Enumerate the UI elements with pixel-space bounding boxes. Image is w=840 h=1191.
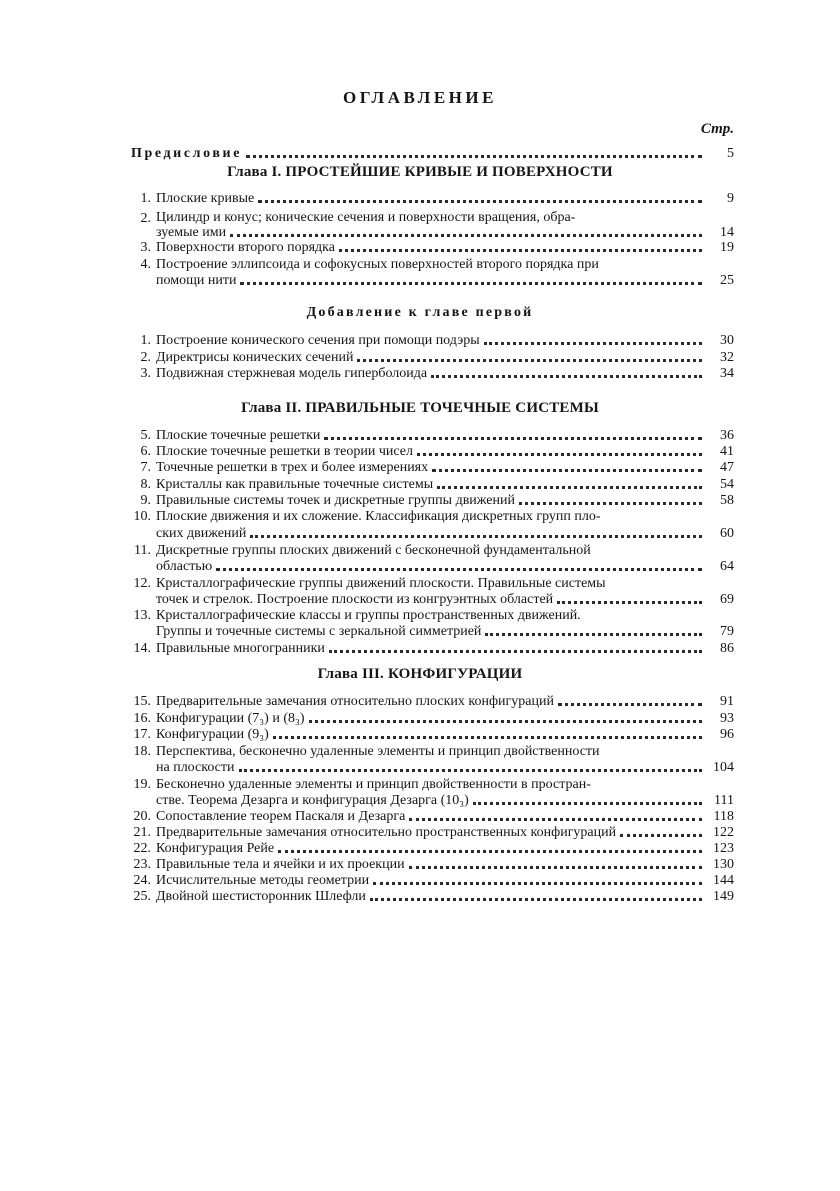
leader-dots (258, 200, 702, 203)
page-number: 19 (720, 240, 734, 255)
entry-number: 25. (133, 889, 151, 904)
entry-number: 8. (140, 477, 151, 492)
page-number: 60 (720, 526, 734, 541)
entry-title: Построение конического сечения при помощи подэры (156, 333, 480, 348)
preface-label: Предисловие (131, 146, 243, 161)
entry-title: Перспектива, бесконечно удаленные элементы и принцип двойственности (156, 744, 600, 759)
appendix-1-heading: Добавление к главе первой (306, 305, 534, 320)
entry-title: Плоские движения и их сложение. Классификация дискретных групп пло- (156, 509, 601, 524)
page-number: 58 (720, 493, 734, 508)
entry-title: Плоские точечные решетки (156, 428, 321, 443)
entry-number: 10. (133, 509, 151, 524)
entry-title: Предварительные замечания относительно плоских конфигураций (156, 694, 554, 709)
chapter-3-heading: Глава III. КОНФИГУРАЦИИ (317, 666, 523, 682)
entry-number: 21. (133, 825, 151, 840)
page-number: 5 (727, 146, 734, 161)
entry-number: 22. (133, 841, 151, 856)
chapter-1-heading: Глава I. ПРОСТЕЙШИЕ КРИВЫЕ И ПОВЕРХНОСТИ (227, 164, 613, 180)
entry-title: Подвижная стержневая модель гиперболоида (156, 366, 428, 381)
toc-entry[interactable] (128, 206, 734, 226)
entry-number: 9. (140, 493, 151, 508)
page-number: 64 (720, 559, 734, 574)
entry-number: 15. (133, 694, 151, 709)
page-number: 69 (720, 592, 734, 607)
toc-entry-continuation[interactable] (156, 268, 734, 288)
entry-title: Конфигурация Рейе (156, 841, 275, 856)
entry-number: 2. (140, 350, 151, 365)
page-number: 30 (720, 333, 734, 348)
leader-dots (431, 375, 702, 378)
leader-dots (329, 650, 702, 653)
page-number: 104 (713, 760, 734, 775)
page-number: 118 (713, 809, 734, 824)
entry-number: 19. (133, 777, 151, 792)
page-column-label: Стр. (700, 121, 734, 137)
entry-number: 11. (134, 543, 151, 558)
toc-entry[interactable] (128, 636, 734, 656)
entry-title: Правильные системы точек и дискретные группы движений (156, 493, 515, 508)
entry-title: областью (156, 559, 213, 574)
entry-number: 3. (140, 366, 151, 381)
entry-title: Исчислительные методы геометрии (156, 873, 370, 888)
entry-title: Сопоставление теорем Паскаля и Дезарга (156, 809, 406, 824)
chapter-2-heading: Глава II. ПРАВИЛЬНЫЕ ТОЧЕЧНЫЕ СИСТЕМЫ (241, 400, 599, 416)
entry-title: Плоские кривые (156, 191, 255, 206)
entry-title: Поверхности второго порядка (156, 240, 335, 255)
entry-title: стве. Теорема Дезарга и конфигурация Дезарга (10₃) (156, 793, 469, 808)
entry-title: Точечные решетки в трех и более измерениях (156, 460, 429, 475)
page-number: 149 (713, 889, 734, 904)
entry-title: точек и стрелок. Построение плоскости из конгруэнтных областей (156, 592, 554, 607)
entry-title: Плоские точечные решетки в теории чисел (156, 444, 413, 459)
entry-title: на плоскости (156, 760, 235, 775)
page-number: 36 (720, 428, 734, 443)
page-number: 96 (720, 727, 734, 742)
entry-title: ских движений (156, 526, 247, 541)
leader-dots (240, 282, 702, 285)
entry-number: 5. (140, 428, 151, 443)
entry-number: 12. (133, 576, 151, 591)
entry-number: 1. (140, 191, 151, 206)
toc-entry[interactable] (128, 361, 734, 381)
entry-number: 24. (133, 873, 151, 888)
entry-number: 14. (133, 641, 151, 656)
leader-dots (246, 155, 702, 158)
page-number: 79 (720, 624, 734, 639)
page-number: 122 (713, 825, 734, 840)
page-number: 111 (714, 793, 734, 808)
entry-title: зуемые ими (156, 225, 227, 240)
entry-number: 18. (133, 744, 151, 759)
page-number: 47 (720, 460, 734, 475)
page-number: 25 (720, 273, 734, 288)
entry-title: Конфигурации (9₃) (156, 727, 269, 742)
entry-title: Бесконечно удаленные элементы и принцип двойственности в простран- (156, 777, 591, 792)
page-number: 86 (720, 641, 734, 656)
entry-number: 6. (140, 444, 151, 459)
entry-number: 20. (133, 809, 151, 824)
entry-title: Построение эллипсоида и софокусных поверхностей второго порядка при (156, 257, 599, 272)
leader-dots (370, 898, 702, 901)
entry-number: 2. (140, 211, 151, 226)
entry-title: Кристаллографические группы движений плоскости. Правильные системы (156, 576, 606, 591)
entry-title: Предварительные замечания относительно пространственных конфигураций (156, 825, 617, 840)
entry-title: Дискретные группы плоских движений с бесконечной фундаментальной (156, 543, 591, 558)
entry-title: Правильные тела и ячейки и их проекции (156, 857, 405, 872)
entry-number: 13. (133, 608, 151, 623)
page-number: 91 (720, 694, 734, 709)
entry-title: Кристаллографические классы и группы пространственных движений. (156, 608, 581, 623)
entry-number: 23. (133, 857, 151, 872)
entry-number: 16. (133, 711, 151, 726)
entry-number: 3. (140, 240, 151, 255)
entry-number: 1. (140, 333, 151, 348)
page-number: 41 (720, 444, 734, 459)
entry-title: Группы и точечные системы с зеркальной симметрией (156, 624, 482, 639)
page-number: 34 (720, 366, 734, 381)
toc-entry[interactable] (128, 186, 734, 206)
entry-number: 17. (133, 727, 151, 742)
entry-title: Цилиндр и конус; конические сечения и поверхности вращения, обра- (156, 210, 576, 225)
page-number: 32 (720, 350, 734, 365)
page-number: 123 (713, 841, 734, 856)
page-number: 54 (720, 477, 734, 492)
entry-title: Кристаллы как правильные точечные системы (156, 477, 434, 492)
entry-number: 7. (140, 460, 151, 475)
entry-title: Конфигурации (7₃) и (8₃) (156, 711, 305, 726)
toc-entry-preface[interactable] (131, 141, 734, 161)
page-number: 9 (727, 191, 734, 206)
page-number: 144 (713, 873, 734, 888)
entry-number: 4. (140, 257, 151, 272)
toc-entry[interactable] (128, 884, 734, 904)
entry-title: помощи нити (156, 273, 237, 288)
entry-title: Директрисы конических сечений (156, 350, 354, 365)
page-number: 14 (720, 225, 734, 240)
entry-title: Двойной шестисторонник Шлефли (156, 889, 366, 904)
page-number: 93 (720, 711, 734, 726)
entry-title: Правильные многогранники (156, 641, 325, 656)
page-title: ОГЛАВЛЕНИЕ (343, 88, 497, 107)
page-number: 130 (713, 857, 734, 872)
